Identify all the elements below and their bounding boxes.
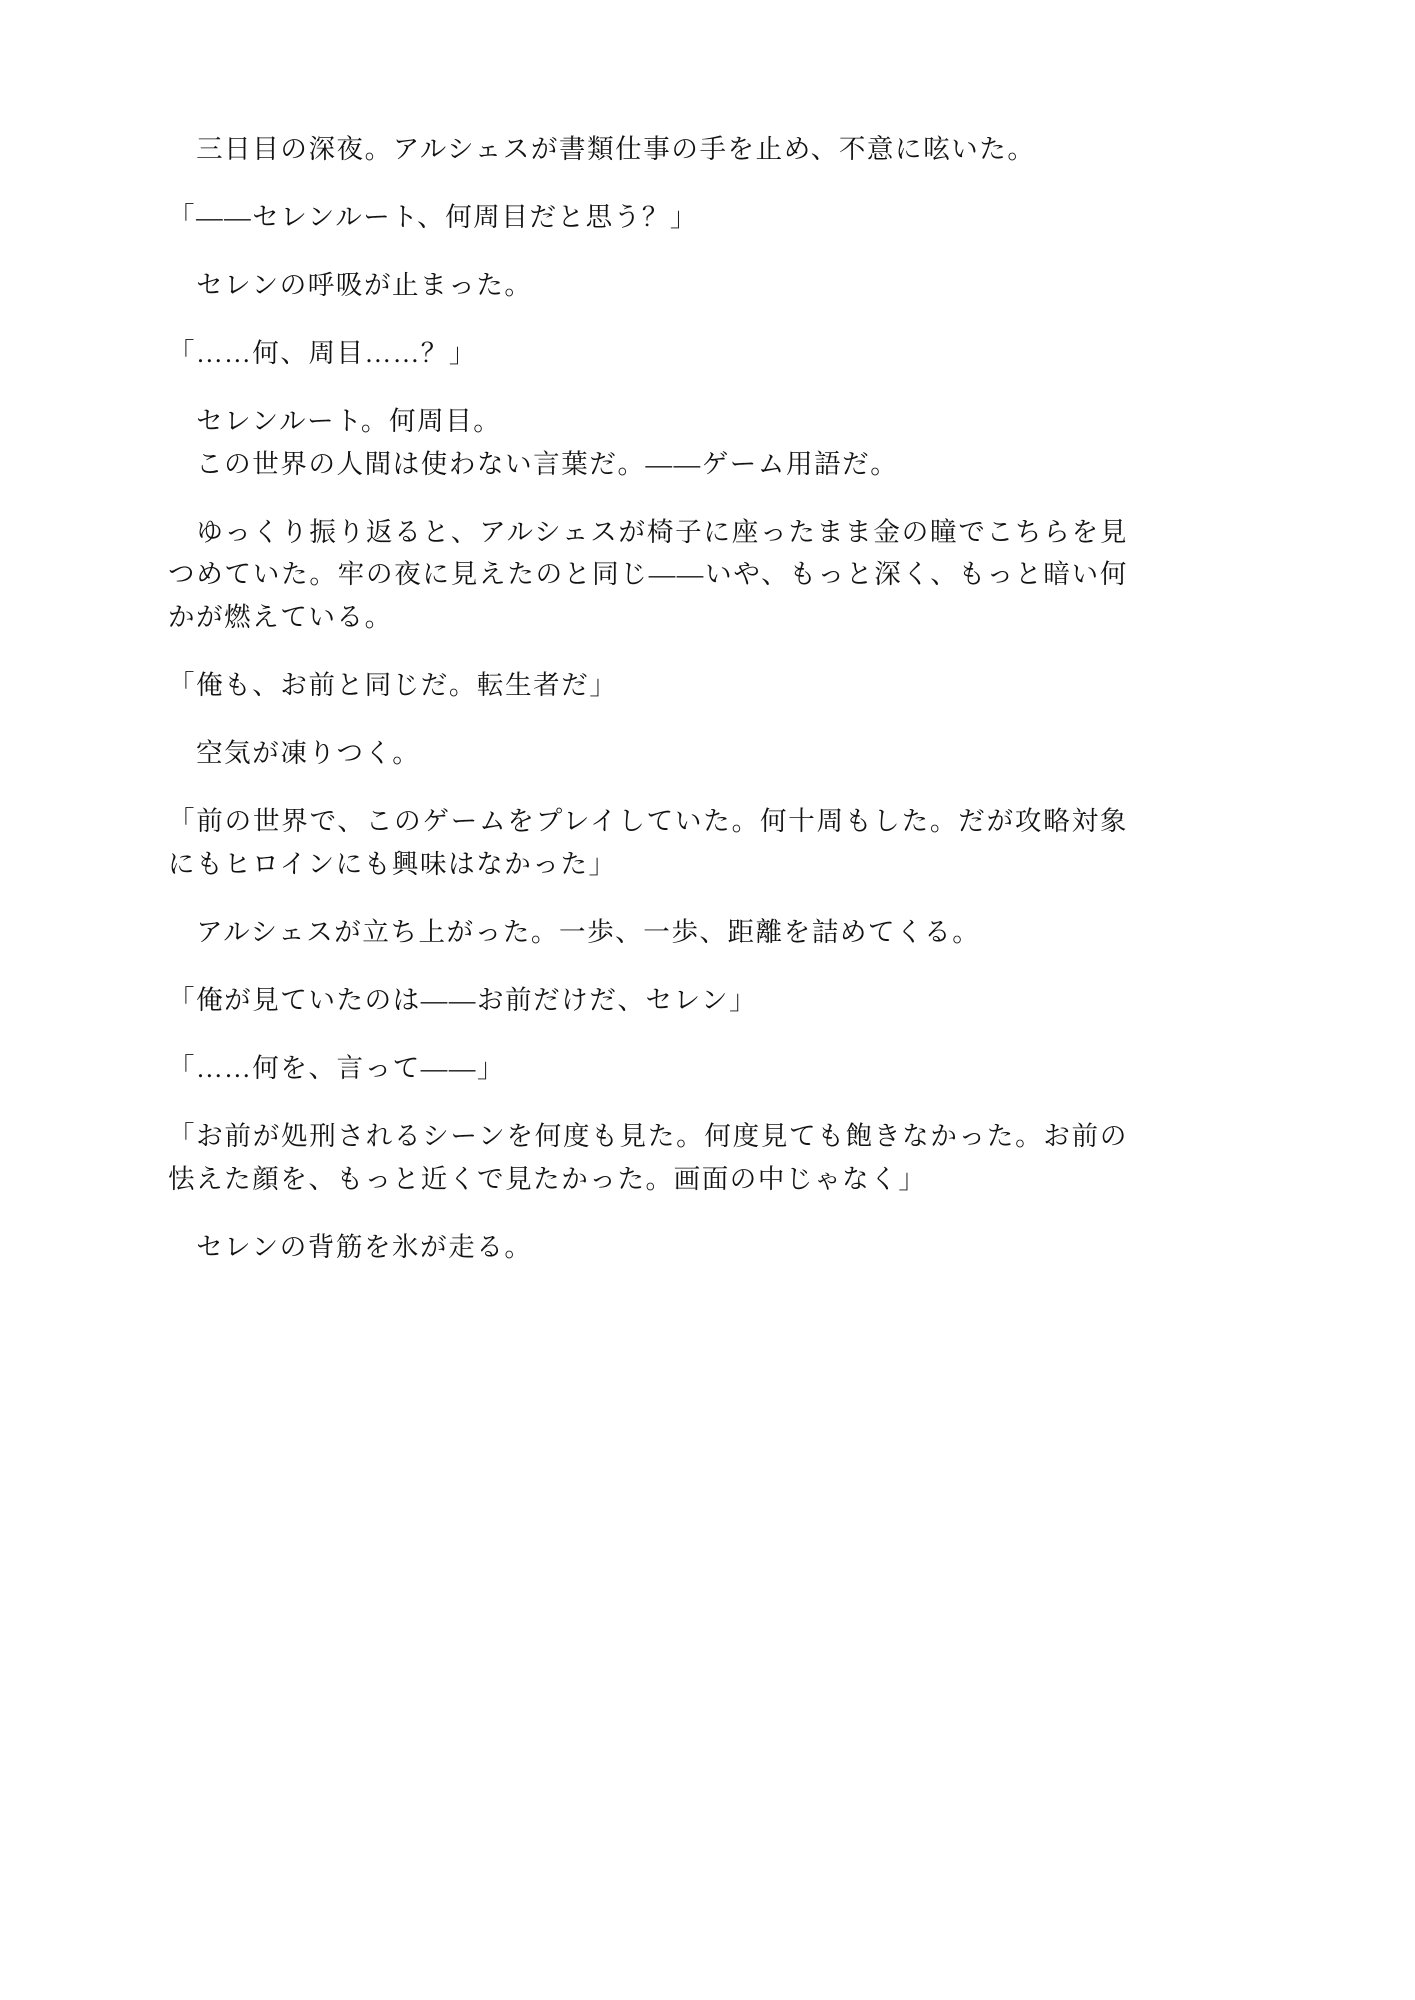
paragraph: 「俺も、お前と同じだ。転生者だ」 [168,670,618,701]
paragraph: 「……何を、言って——」 [168,1052,506,1083]
paragraph: 「俺が見ていたのは——お前だけだ、セレン」 [168,984,758,1015]
paragraph: セレンルート。何周目。 [168,405,502,436]
paragraph: セレンの呼吸が止まった。 [168,269,533,300]
paragraph: 「前の世界で、このゲームをプレイしていた。何十周もした。だが攻略対象にもヒロインにも興味はなかった」 [168,806,1128,880]
paragraph: 空気が凍りつく。 [168,738,421,769]
paragraph: 三日目の深夜。アルシェスが書類仕事の手を止め、不意に呟いた。 [168,134,1036,164]
paragraph: ゆっくり振り返ると、アルシェスが椅子に座ったまま金の瞳でこちらを見つめていた。牢の夜に見えたのと同じ——いや、もっと深く、もっと暗い何かが燃えている。 [168,516,1128,633]
paragraph: 「……何、周目……？」 [168,337,477,368]
document-body [168,128,1128,1269]
paragraph: 「——セレンルート、何周目だと思う？」 [168,201,698,232]
paragraph: この世界の人間は使わない言葉だ。——ゲーム用語だ。 [168,448,899,479]
paragraph: セレンの背筋を氷が走る。 [168,1231,533,1262]
paragraph: アルシェスが立ち上がった。一歩、一歩、距離を詰めてくる。 [168,916,981,947]
paragraph: 「お前が処刑されるシーンを何度も見た。何度見ても飽きなかった。お前の怯えた顔を、もっと近くで見たかった。画面の中じゃなく」 [168,1120,1128,1194]
